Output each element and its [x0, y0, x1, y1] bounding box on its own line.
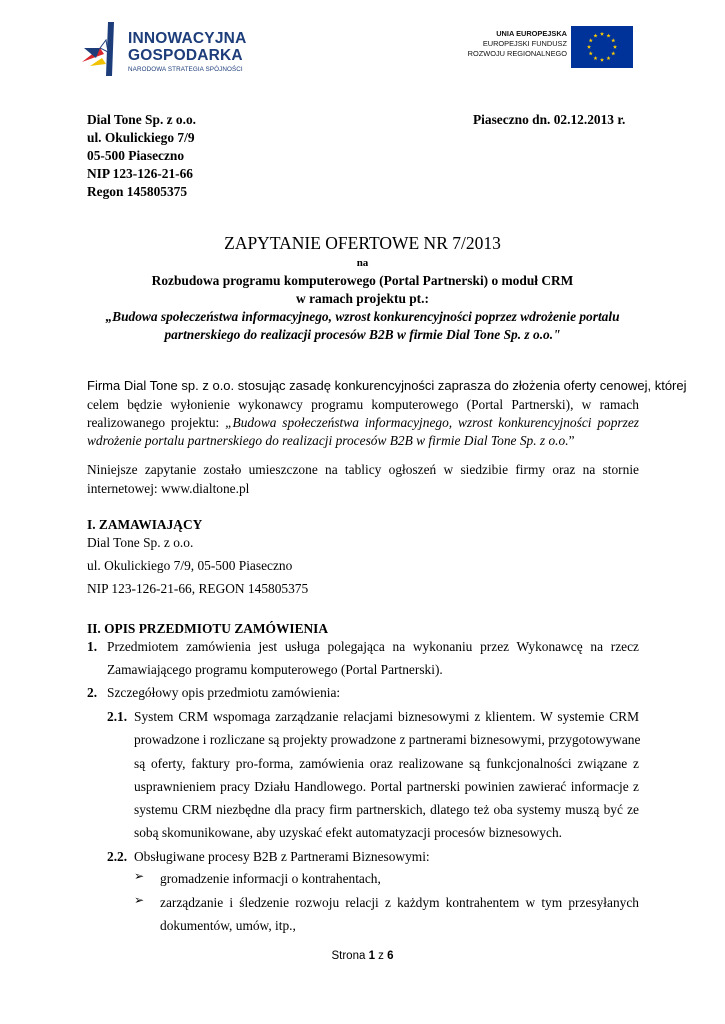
item1-line2: Zamawiającego programu komputerowego (Portal Partnerski).	[107, 662, 443, 677]
item2-number: 2.	[87, 685, 98, 700]
footer-separator: z	[374, 950, 388, 962]
title-project-line1: „Budowa społeczeństwa informacyjnego, wzrost konkurencyjności poprzez wdrożenie portalu	[105, 309, 620, 324]
sub1-line: systemu CRM niezbędne dla pracy firm partnerskich, dlatego też oba systemy muszą być ze	[134, 802, 639, 817]
intro-p1-line4	[87, 433, 575, 449]
title-subject: Rozbudowa programu komputerowego (Portal Partnerski) o moduł CRM	[151, 273, 574, 288]
sender-city: 05-500 Piaseczno	[87, 148, 185, 163]
footer-page-total: 6	[387, 950, 394, 962]
section1-line3: NIP 123-126-21-66, REGON 145805375	[87, 581, 309, 596]
title-project-line2: partnerskiego do realizacji procesów B2B w firmie Dial Tone Sp. z o.o."	[164, 327, 561, 342]
sub2-line1: Obsługiwane procesy B2B z Partnerami Biznesowymi:	[134, 849, 430, 864]
intro-p1-line4-end: ”	[568, 433, 575, 448]
sender-nip: NIP 123-126-21-66	[87, 166, 193, 181]
intro-p1-line1: Firma Dial Tone sp. z o.o. stosując zasadę konkurencyjności zaprasza do złożenia oferty cenowej, której	[87, 378, 687, 393]
section2-heading: II. OPIS PRZEDMIOTU ZAMÓWIENIA	[87, 621, 329, 636]
sub1-number: 2.1.	[107, 709, 128, 724]
item1-line1: Przedmiotem zamówienia jest usługa polegająca na wykonaniu przez Wykonawcę na rzecz	[107, 639, 639, 654]
bullet2-line1: zarządzanie i śledzenie rozwoju relacji z każdym kontrahentem w tym przesyłanych	[160, 895, 639, 910]
sub1-line: są oferty, faktury pro-forma, zamówienia oraz realizowane są funkcjonalności związane z	[134, 756, 639, 771]
intro-p1-line3-italic: „Budowa społeczeństwa informacyjnego, wzrost konkurencyjności poprzez	[225, 415, 640, 430]
bullet1-text: gromadzenie informacji o kontrahentach,	[160, 871, 381, 886]
ig-logo-line2: GOSPODARKA	[128, 47, 243, 64]
intro-p1-line3	[87, 415, 639, 431]
ig-logo-icon	[78, 18, 126, 80]
title-project-intro: w ramach projektu pt.:	[296, 291, 429, 306]
intro-p1-line3-pre: realizowanego projektu:	[87, 415, 226, 430]
sub1-line: sobą skomunikowane, aby uzyskać efekt automatyzacji procesów biznesowych.	[134, 825, 562, 840]
intro-p1-line2: celem będzie wyłonienie wykonawcy programu komputerowego (Portal Partnerski), w ramach	[87, 397, 639, 412]
intro-p2-line1: Niniejsze zapytanie zostało umieszczone na tablicy ogłoszeń w siedzibie firmy oraz na stornie	[87, 462, 639, 477]
ig-logo-line1: INNOWACYJNA	[128, 30, 247, 47]
bullet-arrow-icon: ➢	[134, 869, 145, 883]
section1-line1: Dial Tone Sp. z o.o.	[87, 535, 194, 550]
bullet2-line2: dokumentów, umów, itp.,	[160, 918, 296, 933]
intro-p1-line4-italic: wdrożenie portalu partnerskiego do realizacji procesów B2B w firmie Dial Tone Sp. z o.o.	[87, 433, 569, 448]
sub1-line: prowadzone i rozliczane są projekty prowadzone z partnerami biznesowymi, przygotowywane	[134, 732, 641, 747]
sub2-number: 2.2.	[107, 849, 128, 864]
footer-prefix: Strona	[331, 950, 369, 962]
eu-logo-line2: EUROPEJSKI FUNDUSZ	[482, 38, 567, 48]
eu-logo-line3: ROZWOJU REGIONALNEGO	[467, 48, 567, 58]
sub1-line: usprawnieniem pracy Działu Handlowego. Portal partnerski powinien zawierać informacje z	[134, 779, 639, 794]
bullet-arrow-icon: ➢	[134, 893, 145, 907]
item1-number: 1.	[87, 639, 98, 654]
title-na: na	[356, 257, 369, 269]
sender-regon: Regon 145805375	[87, 184, 188, 199]
place-date: Piaseczno dn. 02.12.2013 r.	[473, 112, 626, 127]
footer-page-number: 1	[368, 950, 375, 962]
intro-p2-line2: internetowej: www.dialtone.pl	[87, 481, 250, 496]
sub1-line: System CRM wspomaga zarządzanie relacjami biznesowymi z klientem. W systemie CRM	[134, 709, 639, 724]
sender-name: Dial Tone Sp. z o.o.	[87, 112, 197, 127]
document-title: ZAPYTANIE OFERTOWE NR 7/2013	[224, 233, 501, 253]
section1-heading: I. ZAMAWIAJĄCY	[87, 517, 203, 532]
eu-logo-line1: UNIA EUROPEJSKA	[496, 29, 567, 38]
ig-logo-line3: NARODOWA STRATEGIA SPÓJNOŚCI	[128, 66, 243, 73]
item2-line1: Szczegółowy opis przedmiotu zamówienia:	[107, 685, 341, 700]
page-footer	[0, 950, 725, 962]
sender-street: ul. Okulickiego 7/9	[87, 130, 195, 145]
eu-logo-text	[450, 29, 567, 58]
innowacyjna-gospodarka-logo	[78, 18, 278, 80]
eu-flag-icon	[571, 26, 633, 68]
section1-line2: ul. Okulickiego 7/9, 05-500 Piaseczno	[87, 558, 293, 573]
